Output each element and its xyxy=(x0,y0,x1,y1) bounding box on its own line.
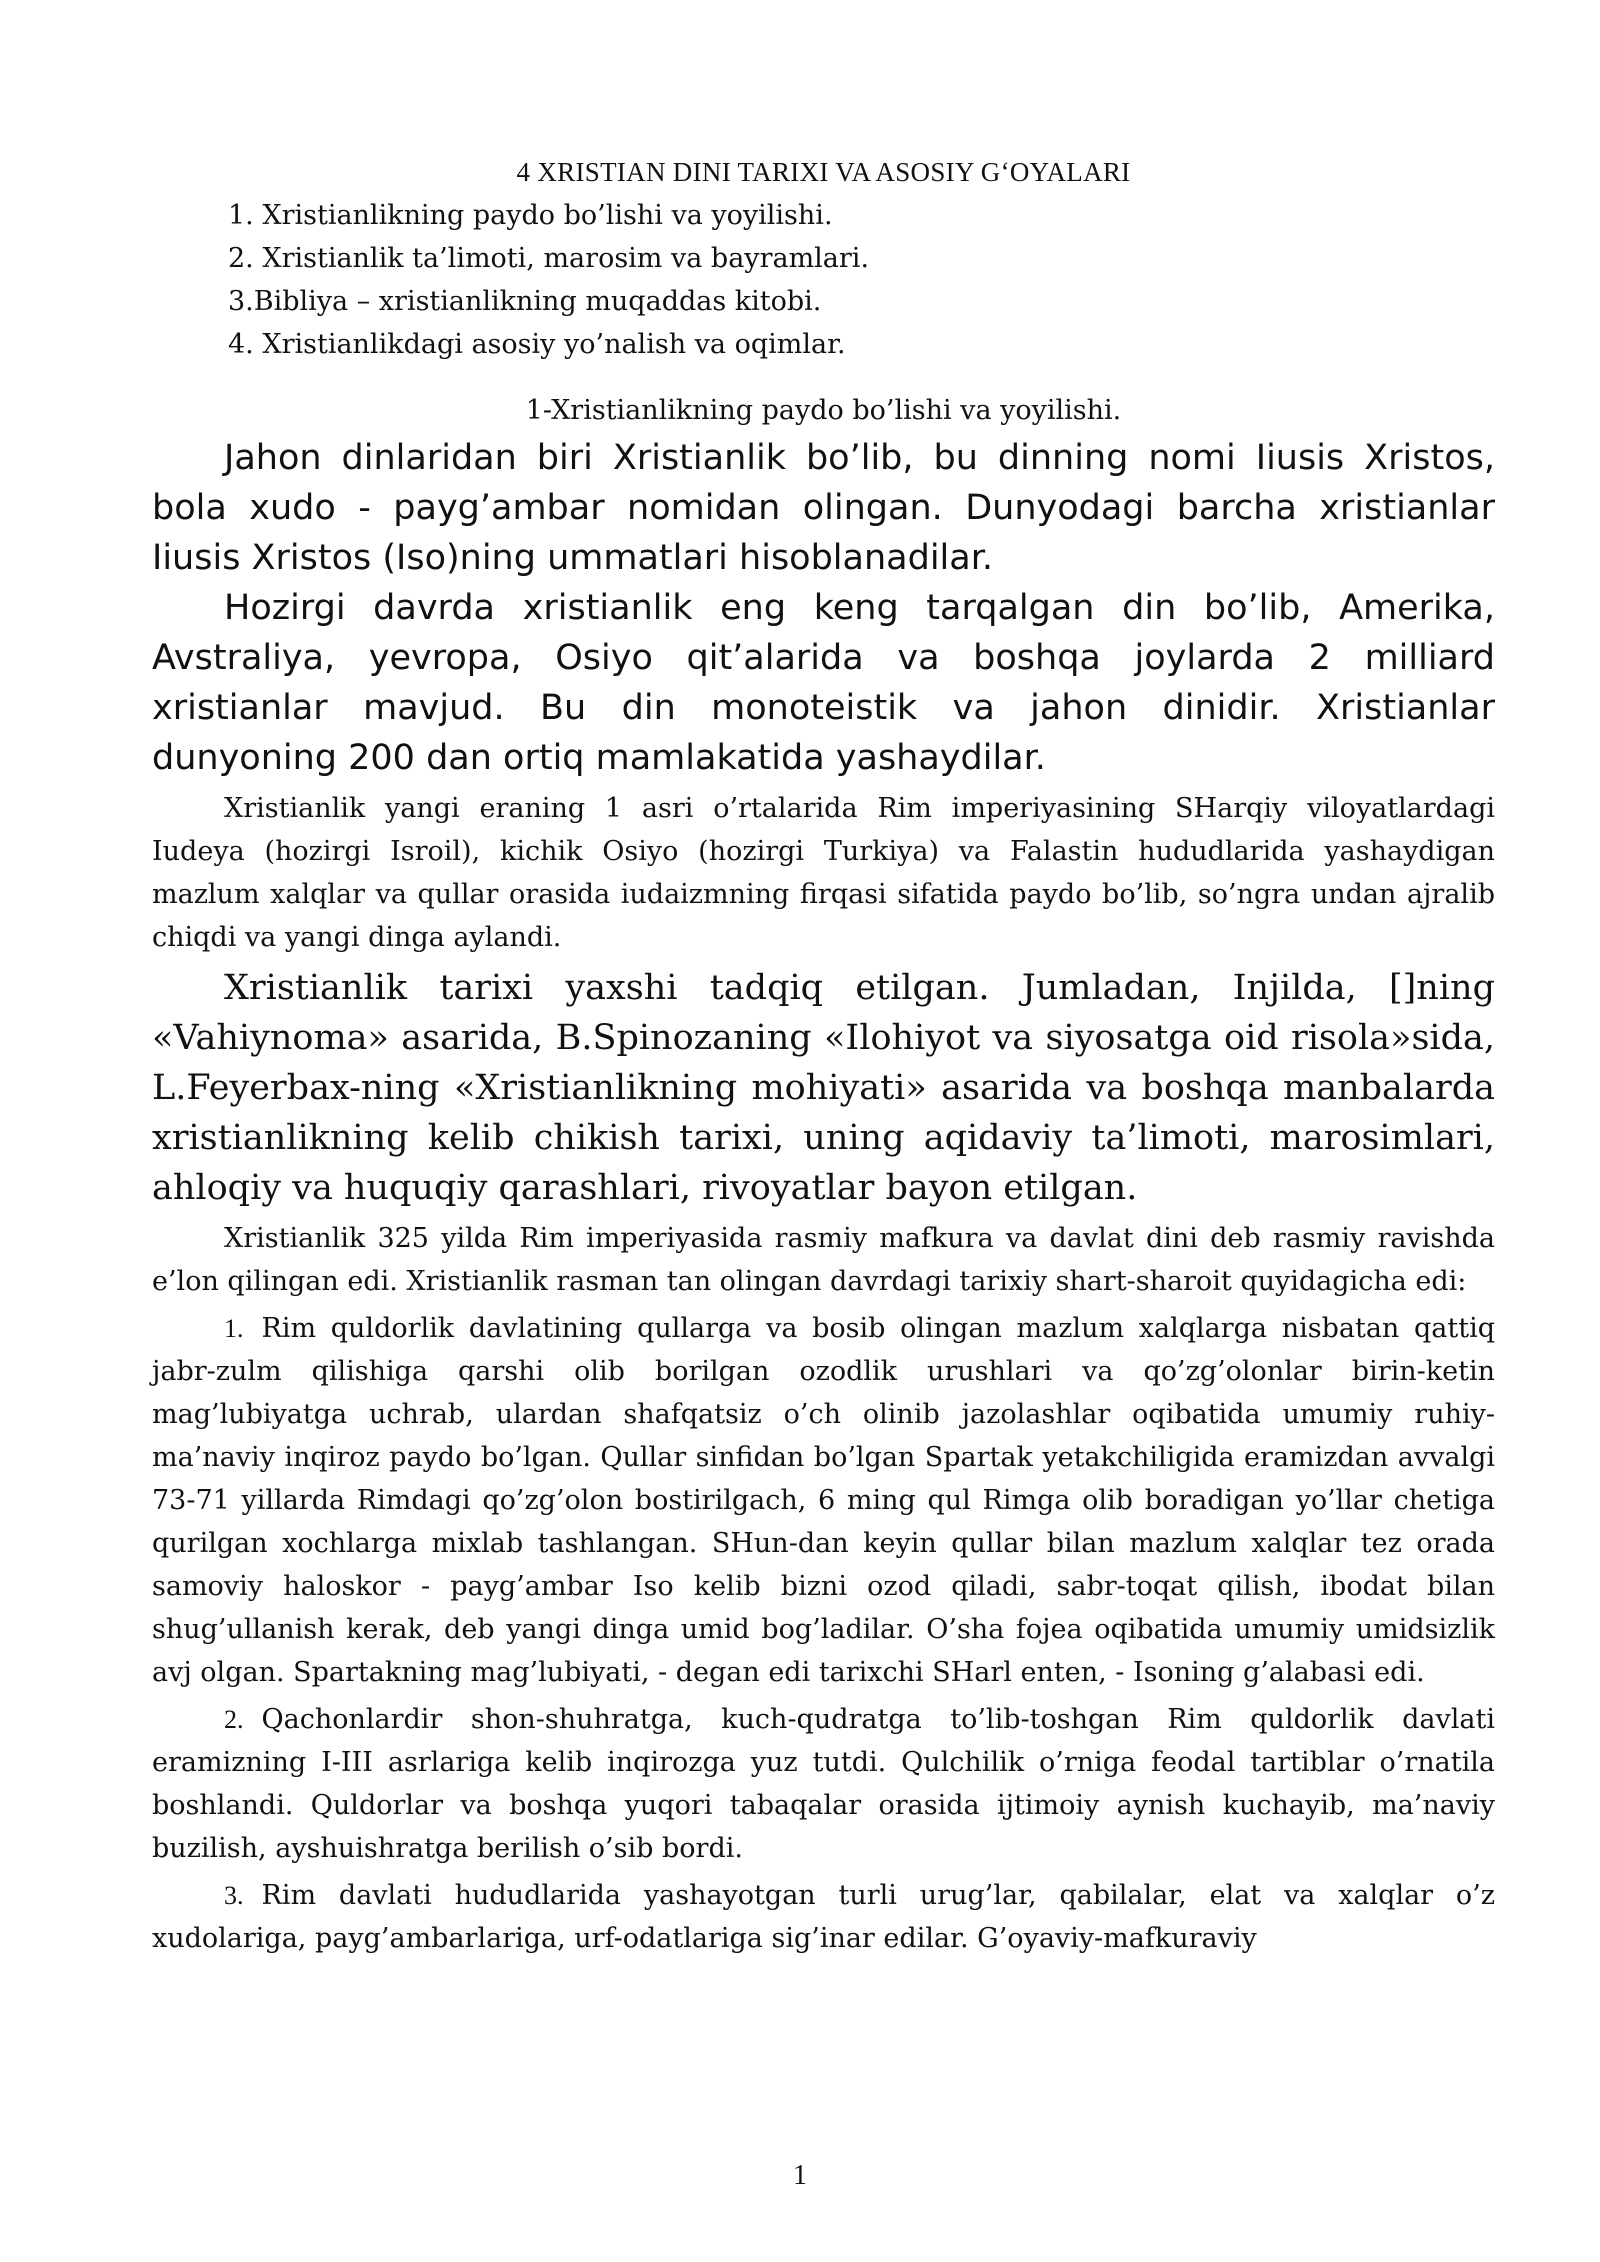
paragraph: Hozirgi davrda xristianlik eng keng tarqalgan din bo’lib, Amerika, Avstraliya, yevropa, Osiyo qit’alarida va boshqa joylarda 2 milliard xristianlar mavjud. Bu din monoteistik va jahon dinidir. Xristianlar dunyoning 200 dan ortiq mamlakatida yashaydilar. xyxy=(152,588,1495,778)
plan-item: 3.Bibliya – xristianlikning muqaddas kitobi. xyxy=(228,286,822,317)
numbered-paragraph-text: Rim quldorlik davlatining qullarga va bosib olingan mazlum xalqlarga nisbatan qattiq jabr-zulm qilishiga qarshi olib borilgan ozodlik urushlari va qo’zg’olonlar birin-ketin mag’lubiyatga uchrab, ulardan shafqatsiz o’ch olinib jazolashlar oqibatida umumiy ruhiy-ma’naviy inqiroz paydo bo’lgan. Qullar sinfidan bo’lgan Spartak yetakchiligida eramizdan avvalgi 73-71 yillarda Rimdagi qo’zg’olon bostirilgach, 6 ming qul Rimga olib boradigan yo’llar chetiga qurilgan xochlarga mixlab tashlangan. SHun-dan keyin qullar bilan mazlum xalqlar tez orada samoviy haloskor - payg’ambar Iso kelib bizni ozod qiladi, sabr-toqat qilish, ibodat bilan shug’ullanish kerak, deb yangi dinga umid bog’ladilar. O’sha fojea oqibatida umumiy umidsizlik avj olgan. Spartakning mag’lubiyati, - degan edi tarixchi SHarl enten, - Isoning g’alabasi edi. xyxy=(152,1313,1495,1688)
plan-item: 4. Xristianlikdagi asosiy yo’nalish va oqimlar. xyxy=(228,329,846,360)
plan-item: 1. Xristianlikning paydo bo’lishi va yoyilishi. xyxy=(228,200,833,231)
section-title: 1-Xristianlikning paydo bo’lishi va yoyilishi. xyxy=(525,395,1122,426)
paragraph: Xristianlik yangi eraning 1 asri o’rtalarida Rim imperiyasining SHarqiy viloyatlardagi Iudeya (hozirgi Isroil), kichik Osiyo (hozirgi Turkiya) va Falastin hududlarida yashaydigan mazlum xalqlar va qullar orasida iudaizmning firqasi sifatida paydo bo’lib, so’ngra undan ajralib chiqdi va yangi dinga aylandi. xyxy=(152,793,1495,953)
chapter-plan xyxy=(152,194,1495,366)
chapter-title: 4 XRISTIAN DINI TARIXI VA ASOSIY G‘OYALARI xyxy=(516,157,1131,187)
paragraph: Xristianlik tarixi yaxshi tadqiq etilgan. Jumladan, Injilda, []ning «Vahiynoma» asarida, B.Spinozaning «Ilohiyot va siyosatga oid risola»sida, L.Feyerbax-ning «Xristianlikning mohiyati» asarida va boshqa manbalarda xristianlikning kelib chikish tarixi, uning aqidaviy ta’limoti, marosimlari, ahloqiy va huquqiy qarashlari, rivoyatlar bayon etilgan. xyxy=(152,968,1495,1208)
page-number: 1 xyxy=(793,2160,807,2191)
document-page xyxy=(152,150,1495,1960)
numbered-paragraph-text: Qachonlardir shon-shuhratga, kuch-qudratga to’lib-toshgan Rim quldorlik davlati eramizning I-III asrlariga kelib inqirozga yuz tutdi. Qulchilik o’rniga feodal tartiblar o’rnatila boshlandi. Quldorlar va boshqa yuqori tabaqalar orasida ijtimoiy aynish kuchayib, ma’naviy buzilish, ayshuishratga berilish o’sib bordi. xyxy=(152,1704,1495,1864)
numbered-paragraph-text: Rim davlati hududlarida yashayotgan turli urug’lar, qabilalar, elat va xalqlar o’z xudolariga, payg’ambarlariga, urf-odatlariga sig’inar edilar. G’oyaviy-mafkuraviy xyxy=(152,1880,1495,1954)
list-number: 2. xyxy=(224,1705,244,1734)
list-number: 1. xyxy=(224,1314,244,1343)
list-number: 3. xyxy=(224,1881,244,1910)
numbered-paragraph xyxy=(152,1307,1495,1694)
numbered-paragraph xyxy=(152,1874,1495,1960)
paragraph: Jahon dinlaridan biri Xristianlik bo’lib, bu dinning nomi Iiusis Xristos, bola xudo - payg’ambar nomidan olingan. Dunyodagi barcha xristianlar Iiusis Xristos (Iso)ning ummatlari hisoblanadilar. xyxy=(152,438,1495,578)
plan-item: 2. Xristianlik ta’limoti, marosim va bayramlari. xyxy=(228,243,870,274)
paragraph: Xristianlik 325 yilda Rim imperiyasida rasmiy mafkura va davlat dini deb rasmiy ravishda e’lon qilingan edi. Xristianlik rasman tan olingan davrdagi tarixiy shart-sharoit quyidagicha edi: xyxy=(152,1223,1495,1297)
numbered-paragraph xyxy=(152,1698,1495,1870)
